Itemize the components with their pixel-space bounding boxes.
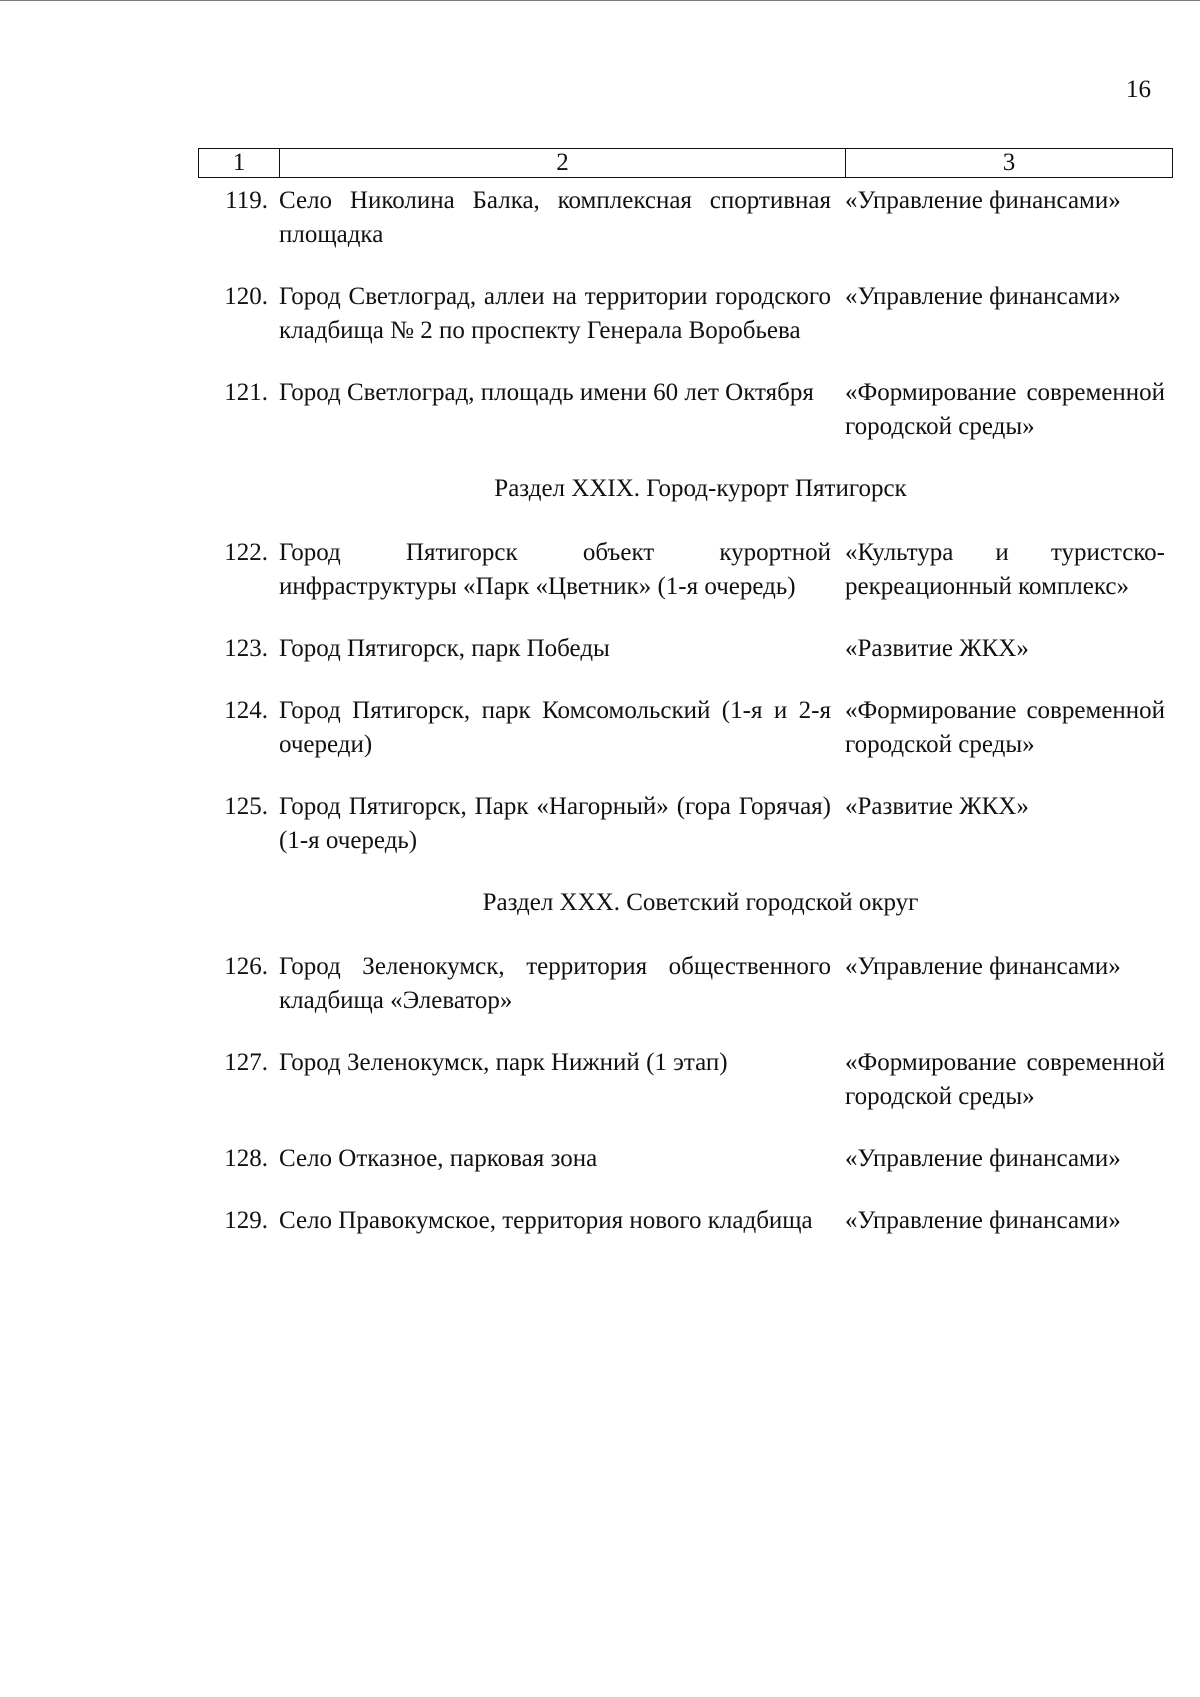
row-number: 124. (224, 697, 268, 724)
table-row (198, 1142, 1173, 1176)
object-name: Село Отказное, парковая зона (279, 1145, 598, 1172)
row-number: 122. (224, 539, 268, 566)
row-number: 125. (224, 793, 268, 820)
program-name: «Управление финансами» (845, 1207, 1121, 1234)
program-name: «Развитие ЖКХ» (845, 635, 1029, 662)
object-name: Город Пятигорск, парк Победы (279, 635, 610, 662)
row-number: 128. (224, 1145, 268, 1172)
object-name: Город Зеленокумск, парк Нижний (1 этап) (279, 1049, 728, 1076)
table-row (198, 694, 1173, 762)
object-name: Город Пятигорск, парк Комсомольский (1-я и 2-я очереди) (279, 697, 831, 758)
section-heading-sovetsky: Раздел XXX. Советский городской округ (482, 889, 919, 916)
program-name: «Развитие ЖКХ» (845, 793, 1029, 820)
row-number: 121. (224, 379, 268, 406)
row-number: 119. (225, 187, 268, 214)
program-name: «Управление финансами» (845, 953, 1121, 980)
table-row (198, 1046, 1173, 1114)
header-col-1: 1 (199, 149, 280, 177)
row-number: 129. (224, 1207, 268, 1234)
object-name: Город Светлоград, площадь имени 60 лет Октября (279, 379, 814, 406)
table-row (198, 790, 1173, 858)
object-name: Город Пятигорск, Парк «Нагорный» (гора Горячая) (1-я очередь) (279, 793, 831, 854)
table-row (198, 280, 1173, 348)
objects-table (198, 148, 1173, 1266)
program-name: «Формирование современной городской среды» (845, 379, 1165, 440)
row-number: 120. (224, 283, 268, 310)
page-number: 16 (1126, 76, 1151, 103)
object-name: Город Светлоград, аллеи на территории городского кладбища № 2 по проспекту Генерала Воробьева (279, 283, 831, 344)
table-row (198, 184, 1173, 252)
program-name: «Управление финансами» (845, 187, 1121, 214)
page-top-rule (0, 0, 1200, 1)
table-header-row (198, 148, 1173, 178)
header-col-3: 3 (1002, 149, 1016, 176)
header-col-2: 2 (280, 149, 846, 177)
table-row (198, 1204, 1173, 1238)
table-row (198, 376, 1173, 444)
table-row (198, 950, 1173, 1018)
table-row (198, 536, 1173, 604)
program-name: «Культура и туристско-рекреационный комплекс» (845, 539, 1165, 600)
program-name: «Управление финансами» (845, 1145, 1121, 1172)
program-name: «Формирование современной городской среды» (845, 697, 1165, 758)
row-number: 126. (224, 953, 268, 980)
row-number: 123. (224, 635, 268, 662)
object-name: Село Правокумское, территория нового кладбища (279, 1207, 813, 1234)
row-number: 127. (224, 1049, 268, 1076)
table-row (198, 632, 1173, 666)
section-heading-pyatigorsk: Раздел XXIX. Город-курорт Пятигорск (494, 475, 907, 502)
object-name: Село Николина Балка, комплексная спортивная площадка (279, 187, 831, 248)
program-name: «Формирование современной городской среды» (845, 1049, 1165, 1110)
program-name: «Управление финансами» (845, 283, 1121, 310)
object-name: Город Зеленокумск, территория общественного кладбища «Элеватор» (279, 953, 831, 1014)
object-name: Город Пятигорск объект курортной инфраструктуры «Парк «Цветник» (1-я очередь) (279, 539, 831, 600)
